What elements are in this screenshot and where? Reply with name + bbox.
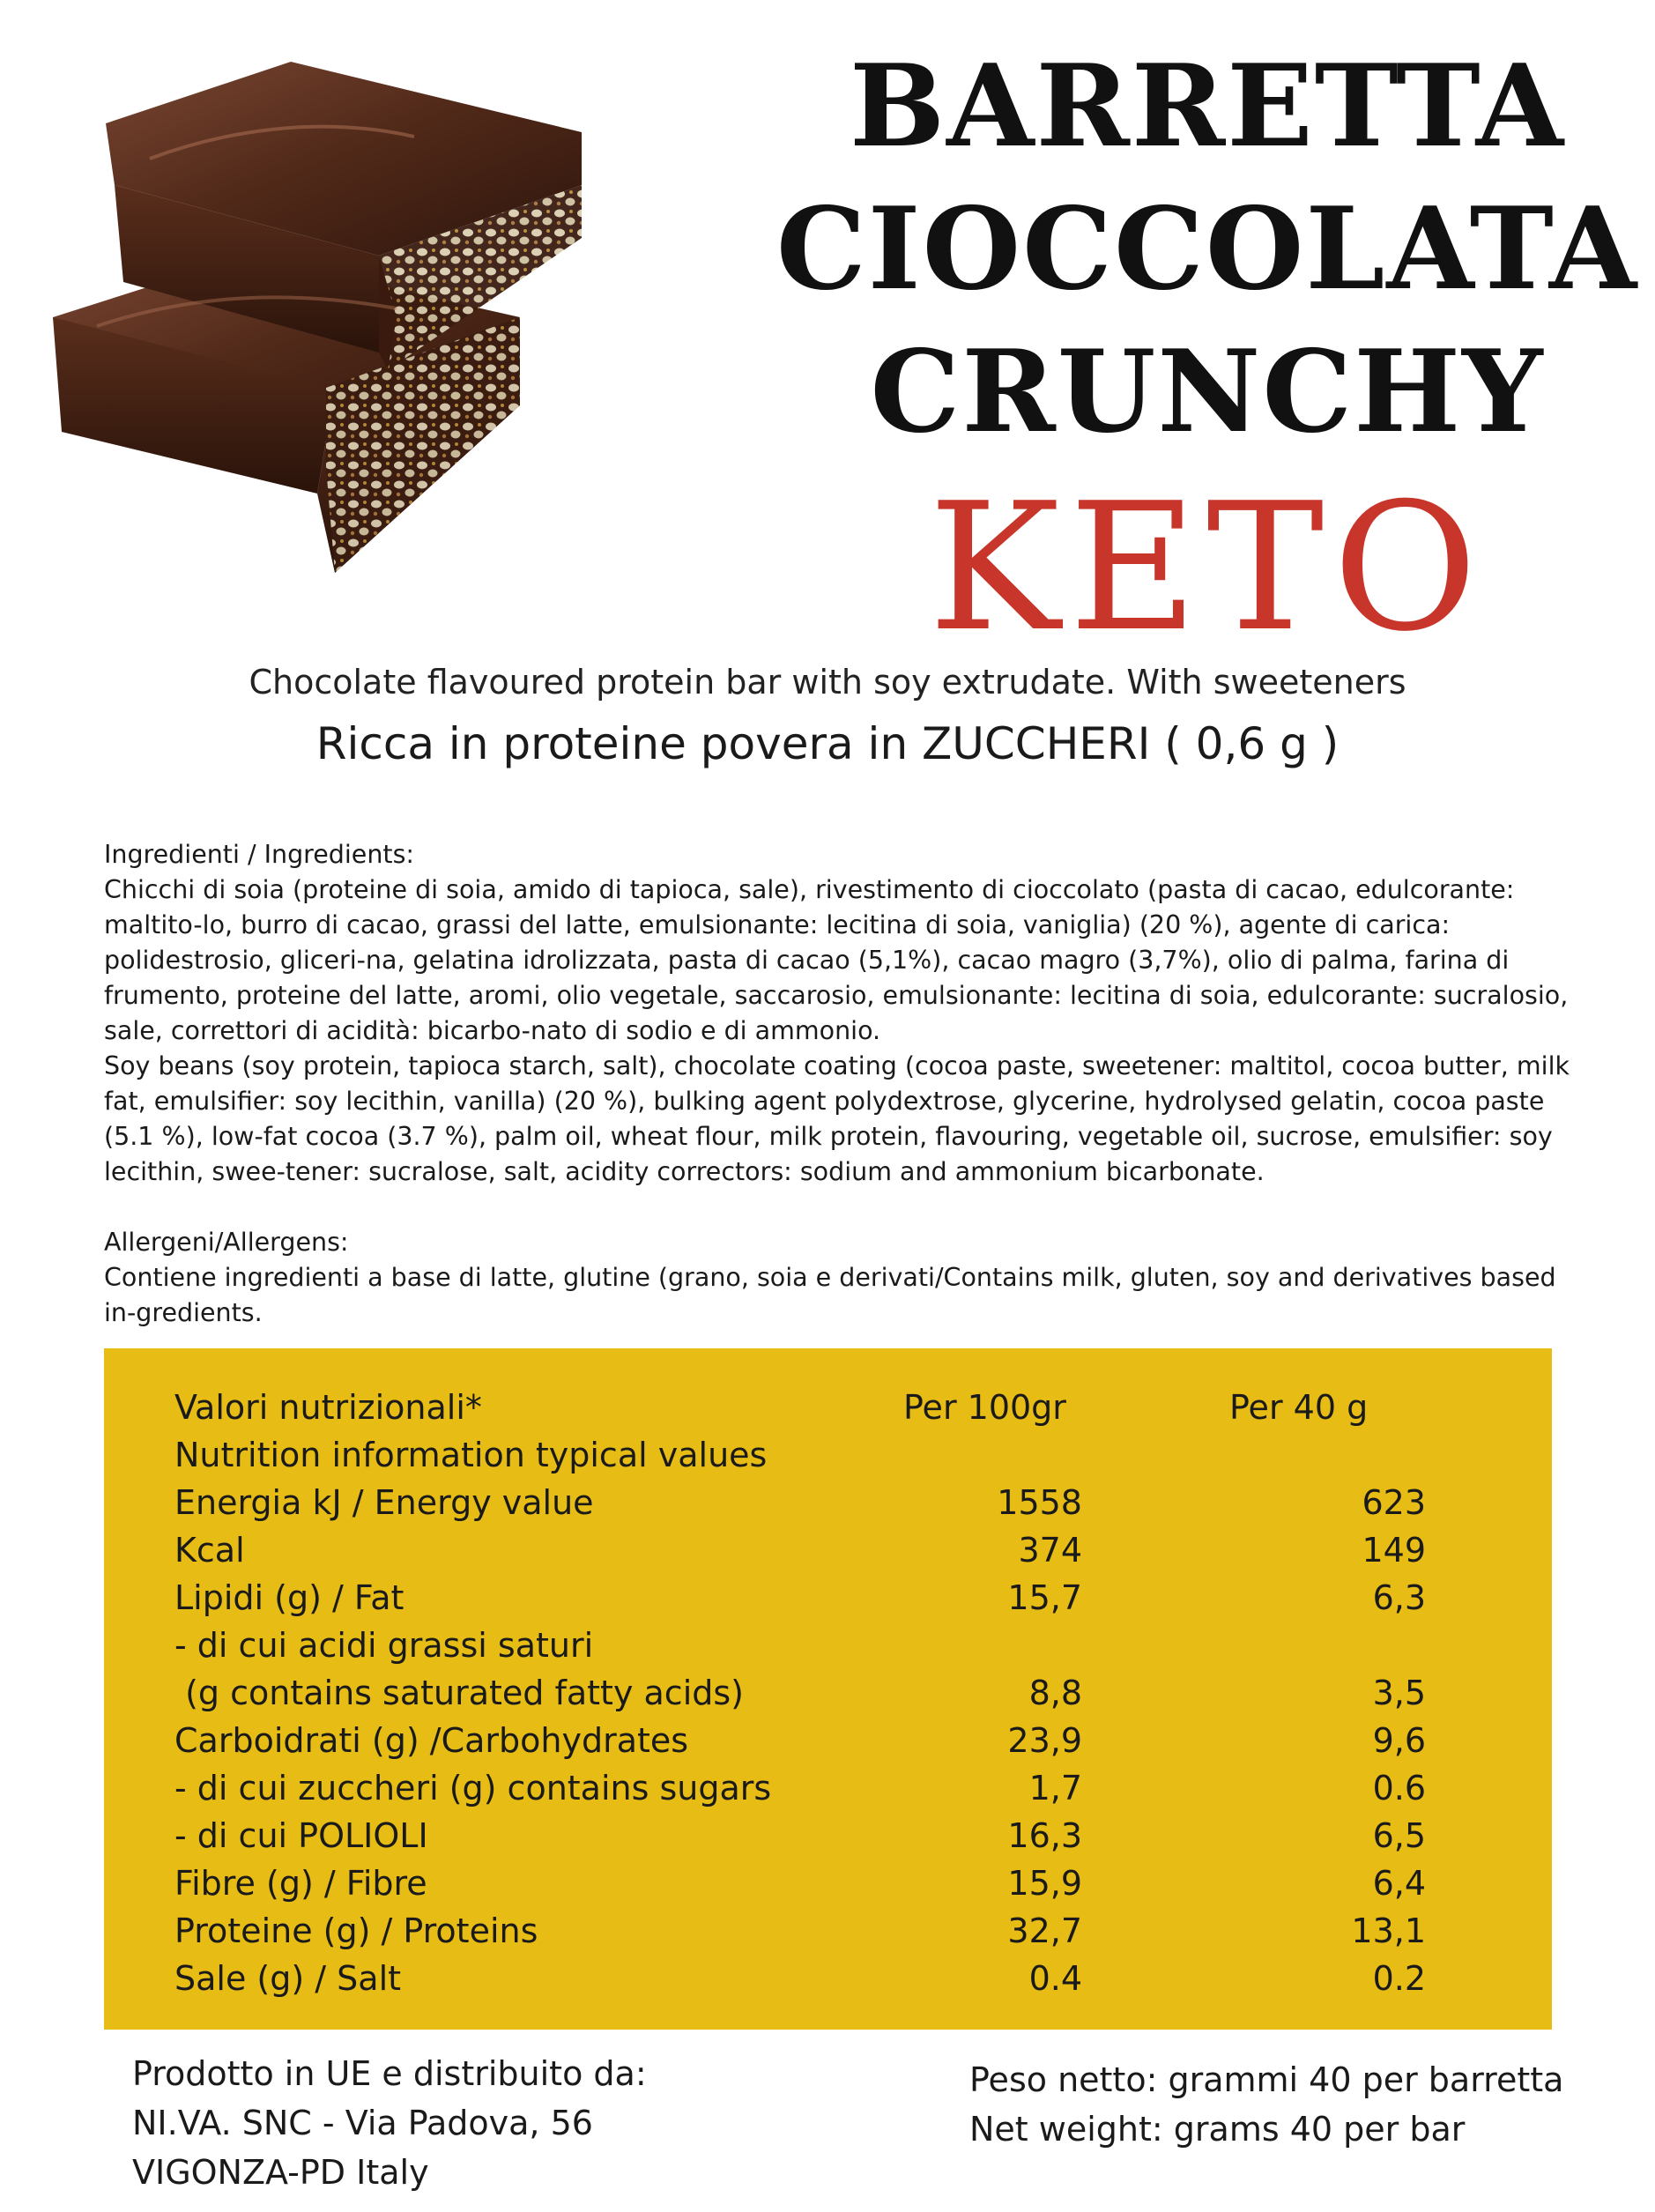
chocolate-bars-image: [26, 53, 590, 599]
nutrition-table: [104, 1348, 1552, 2030]
ingredients-italian: Chicchi di soia (proteine di soia, amido di tapioca, sale), rivestimento di cioccolato (pasta di cacao, edulcorante: maltito-lo, burro di cacao, grassi del latte, emulsionante: lecitina di soia, vaniglia) (20 %), agente di carica: polidestrosio, gliceri-na, gelatina idrolizzata, pasta di cacao (5,1%), cacao magro (3,7%), olio di palma, farina di frumento, proteine del latte, aromi, olio vegetale, saccarosio, emulsionante: lecitina di soia, edulcorante: sucralosio, sale, correttori di acidità: bicarbo-nato di sodio e di ammonio.: [104, 875, 1569, 1045]
table-row: [174, 1955, 1552, 2002]
value-per100: 32,7: [1007, 1911, 1082, 1950]
value-per100: 1,7: [1028, 1769, 1082, 1807]
value-per40: 0.2: [1372, 1959, 1426, 1998]
allergens-section: [104, 1225, 1584, 1331]
value-per40: 6,5: [1372, 1816, 1426, 1855]
nutrient-label: Energia kJ / Energy value: [174, 1483, 594, 1522]
table-row: [174, 1479, 1552, 1526]
distributor-line-1: Prodotto in UE e distribuito da:: [132, 2054, 647, 2093]
distributor-line-3: VIGONZA-PD Italy: [132, 2153, 429, 2192]
table-row: [174, 1907, 1552, 1955]
ingredients-heading: Ingredienti / Ingredients:: [104, 840, 415, 869]
allergens-text: Contiene ingredienti a base di latte, glutine (grano, soia e derivati/Contains milk, gluten, soy and derivatives based in-gredients.: [104, 1263, 1556, 1327]
table-row: [174, 1622, 1552, 1669]
table-row: [174, 1669, 1552, 1717]
value-per40: 6,3: [1372, 1578, 1426, 1617]
title-line-1: BARRETTA: [849, 41, 1566, 173]
table-row: [174, 1812, 1552, 1859]
value-per100: 15,9: [1007, 1864, 1082, 1903]
nutrition-header-per100: Per 100gr: [903, 1388, 1066, 1427]
nutrition-header-label-2: Nutrition information typical values: [174, 1436, 768, 1474]
net-weight-info: [969, 2055, 1563, 2154]
value-per100: 1558: [997, 1483, 1082, 1522]
nutrition-header-label: Valori nutrizionali*: [174, 1388, 482, 1427]
keto-title: KETO: [928, 465, 1487, 671]
nutrient-label: Sale (g) / Salt: [174, 1959, 402, 1998]
nutrient-label: - di cui acidi grassi saturi: [174, 1626, 594, 1665]
subtitle-english: Chocolate flavoured protein bar with soy extrudate. With sweeteners: [249, 663, 1406, 701]
value-per100: 8,8: [1028, 1674, 1082, 1712]
nutrient-label: - di cui zuccheri (g) contains sugars: [174, 1769, 772, 1807]
distributor-info: [132, 2049, 647, 2197]
nutrient-label: (g contains saturated fatty acids): [174, 1674, 744, 1712]
value-per40: 13,1: [1351, 1911, 1426, 1950]
ingredients-section: [104, 837, 1584, 1190]
nutrient-label: Carboidrati (g) /Carbohydrates: [174, 1721, 689, 1760]
value-per100: 0.4: [1028, 1959, 1082, 1998]
table-row: [174, 1526, 1552, 1574]
nutrient-label: Kcal: [174, 1531, 245, 1570]
title-line-2: CIOCCOLATA: [776, 183, 1639, 315]
title-line-3: CRUNCHY: [870, 326, 1545, 458]
nutrient-label: Lipidi (g) / Fat: [174, 1578, 404, 1617]
subtitle-italian: Ricca in proteine povera in ZUCCHERI ( 0,6 g ): [315, 718, 1340, 769]
value-per40: 3,5: [1372, 1674, 1426, 1712]
table-row: [174, 1717, 1552, 1764]
table-row: [174, 1574, 1552, 1622]
value-per100: 15,7: [1007, 1578, 1082, 1617]
product-title: [776, 35, 1639, 670]
nutrition-header-row: [174, 1384, 1552, 1431]
nutrient-label: - di cui POLIOLI: [174, 1816, 428, 1855]
table-row: [174, 1764, 1552, 1812]
value-per40: 149: [1362, 1531, 1426, 1570]
value-per40: 0.6: [1372, 1769, 1426, 1807]
nutrition-header-per40: Per 40 g: [1229, 1388, 1369, 1427]
ingredients-english: Soy beans (soy protein, tapioca starch, salt), chocolate coating (cocoa paste, sweetener: maltitol, cocoa butter, milk fat, emulsifier: soy lecithin, vanilla) (20 %), bulking agent polydextrose, glycerine, hydrolysed gelatin, cocoa paste (5.1 %), low-fat cocoa (3.7 %), palm oil, wheat flour, milk protein, flavouring, vegetable oil, sucrose, emulsifier: soy lecithin, swee-tener: sucralose, salt, acidity correctors: sodium and ammonium bicarbonate.: [104, 1051, 1570, 1186]
table-row: [174, 1859, 1552, 1907]
nutrient-label: Fibre (g) / Fibre: [174, 1864, 427, 1903]
distributor-line-2: NI.VA. SNC - Via Padova, 56: [132, 2104, 593, 2142]
value-per40: 9,6: [1372, 1721, 1426, 1760]
value-per100: 23,9: [1007, 1721, 1082, 1760]
value-per100: 16,3: [1007, 1816, 1082, 1855]
value-per100: 374: [1018, 1531, 1082, 1570]
nutrition-header-row-2: [174, 1431, 1552, 1479]
nutrient-label: Proteine (g) / Proteins: [174, 1911, 538, 1950]
net-weight-english: Net weight: grams 40 per bar: [969, 2110, 1466, 2149]
net-weight-italian: Peso netto: grammi 40 per barretta: [969, 2060, 1564, 2099]
value-per40: 6,4: [1372, 1864, 1426, 1903]
value-per40: 623: [1362, 1483, 1426, 1522]
allergens-heading: Allergeni/Allergens:: [104, 1228, 349, 1257]
